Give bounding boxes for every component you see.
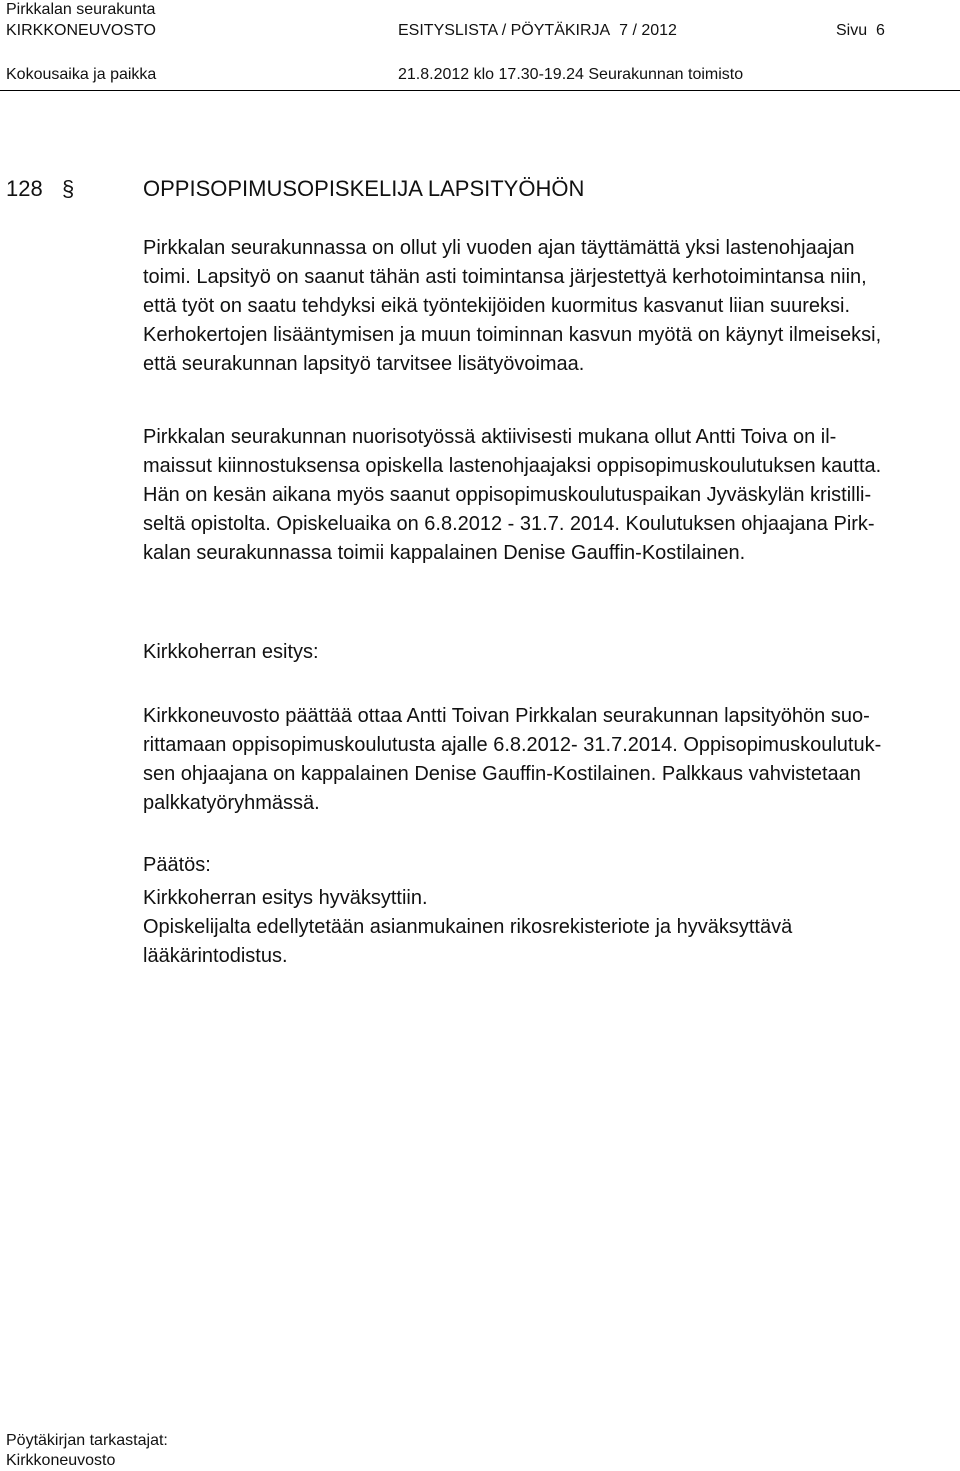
header-divider — [0, 90, 960, 91]
text-line: että seurakunnan lapsityö tarvitsee lisätyövoimaa. — [143, 353, 585, 375]
footer-body: Kirkkoneuvosto — [6, 1452, 116, 1469]
text-line: Pirkkalan seurakunnassa on ollut yli vuoden ajan täyttämättä yksi lastenohjaajan — [143, 237, 855, 259]
meeting-label: Kokousaika ja paikka — [6, 66, 157, 83]
page-indicator — [836, 22, 885, 40]
text-line: Hän on kesän aikana myös saanut oppisopimuskoulutuspaikan Jyväskylän kristilli- — [143, 484, 872, 506]
text-line: kalan seurakunnassa toimii kappalainen Denise Gauffin-Kostilainen. — [143, 542, 746, 564]
text-line: Kirkkoneuvosto päättää ottaa Antti Toivan Pirkkalan seurakunnan lapsityöhön suo- — [143, 705, 870, 727]
text-line: Kirkkoherran esitys hyväksyttiin. — [143, 887, 428, 909]
body-name: KIRKKONEUVOSTO — [6, 22, 156, 39]
text-line: Opiskelijalta edellytetään asianmukainen rikosrekisteriote ja hyväksyttävä — [143, 916, 793, 938]
paragraph-background — [143, 234, 955, 379]
text-line: että työt on saatu tehdyksi eikä työntekijöiden kuormitus kasvanut liian suureksi. — [143, 295, 851, 317]
org-name: Pirkkalan seurakunta — [6, 1, 156, 18]
section-number: 128 — [6, 176, 43, 201]
section-title: OPPISOPIMUSOPISKELIJA LAPSITYÖHÖN — [143, 176, 585, 201]
text-line: Kerhokertojen lisääntymisen ja muun toiminnan kasvun myötä on käynyt ilmeiseksi, — [143, 324, 882, 346]
doc-type — [398, 22, 677, 40]
paragraph-candidate — [143, 423, 955, 568]
page-label: Sivu — [836, 22, 868, 39]
text-line: palkkatyöryhmässä. — [143, 792, 320, 814]
doc-number: 7 / 2012 — [619, 22, 677, 39]
text-line: seltä opistolta. Opiskeluaika on 6.8.2012 - 31.7. 2014. Koulutuksen ohjaajana Pirk- — [143, 513, 875, 535]
text-line: maissut kiinnostuksensa opiskella lastenohjaajaksi oppisopimuskoulutuksen kautta. — [143, 455, 882, 477]
page-number: 6 — [876, 22, 885, 39]
proposal-text — [143, 702, 955, 818]
text-line: toimi. Lapsityö on saanut tähän asti toimintansa järjestettyä kerhotoimintansa niin, — [143, 266, 867, 288]
text-line: sen ohjaajana on kappalainen Denise Gauffin-Kostilainen. Palkkaus vahvistetaan — [143, 763, 861, 785]
meeting-value: 21.8.2012 klo 17.30-19.24 Seurakunnan toimisto — [398, 66, 744, 83]
doc-type-label: ESITYSLISTA / PÖYTÄKIRJA — [398, 22, 611, 39]
decision-heading: Päätös: — [143, 854, 211, 876]
text-line: lääkärintodistus. — [143, 945, 288, 967]
text-line: rittamaan oppisopimuskoulutusta ajalle 6.8.2012- 31.7.2014. Oppisopimuskoulutuk- — [143, 734, 882, 756]
section-symbol: § — [62, 176, 75, 201]
decision-text — [143, 884, 955, 971]
footer-label: Pöytäkirjan tarkastajat: — [6, 1432, 168, 1449]
text-line: Pirkkalan seurakunnan nuorisotyössä aktiivisesti mukana ollut Antti Toiva on il- — [143, 426, 837, 448]
proposal-heading: Kirkkoherran esitys: — [143, 641, 319, 663]
